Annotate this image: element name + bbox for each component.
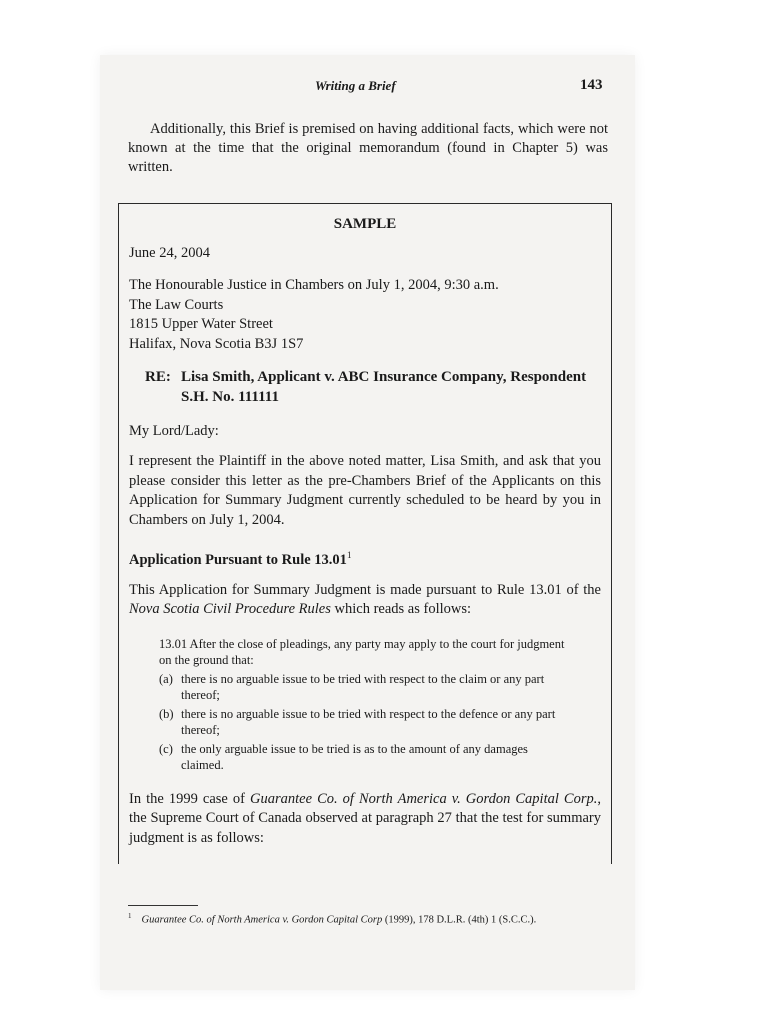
body-paragraph: I represent the Plaintiff in the above noted matter, Lisa Smith, and ask that you please consider this letter as the pre-Chambers Brief of the Applicants on this Application for Summary Judgment currently scheduled to be heard by you in Chambers on July 1, 2004. bbox=[129, 453, 601, 528]
rule-quote bbox=[159, 636, 571, 774]
address-line: The Law Courts bbox=[129, 296, 224, 313]
address-block bbox=[129, 276, 601, 354]
intro-paragraph: Additionally, this Brief is premised on having additional facts, which were not known at the time that the original memorandum (found in Chapter 5) was written. bbox=[128, 121, 608, 175]
salutation: My Lord/Lady: bbox=[129, 423, 219, 439]
letter-date: June 24, 2004 bbox=[129, 245, 210, 261]
re-file-number: S.H. No. 111111 bbox=[181, 389, 279, 405]
sample-title: SAMPLE bbox=[333, 216, 397, 232]
address-line: 1815 Upper Water Street bbox=[129, 316, 273, 332]
sample-letter-box bbox=[118, 203, 612, 864]
re-line bbox=[129, 367, 601, 407]
footnote-mark: 1 bbox=[346, 550, 352, 560]
rule-item: (b) there is no arguable issue to be tried with respect to the defence or any part thereof; bbox=[159, 706, 556, 738]
page-number: 143 bbox=[580, 77, 603, 93]
address-line: The Honourable Justice in Chambers on July 1, 2004, 9:30 a.m. bbox=[129, 277, 499, 293]
rule-text: 13.01 After the close of pleadings, any party may apply to the court for judgment on the ground that: bbox=[159, 636, 565, 668]
running-head: Writing a Brief bbox=[315, 78, 396, 93]
closing-paragraph: In the 1999 case of Guarantee Co. of North America v. Gordon Capital Corp., the Supreme Court of Canada observed at paragraph 27 that the test for summary judgment is as follows: bbox=[129, 790, 601, 846]
address-line: Halifax, Nova Scotia B3J 1S7 bbox=[129, 335, 304, 352]
footnote: $^1$ Guarantee Co. of North America v. Gordon Capital Corp (1999), 178 D.L.R. (4th) 1 (S.C.C.). bbox=[128, 912, 537, 926]
section-heading: Application Pursuant to Rule 13.01$^1$ bbox=[129, 550, 352, 568]
re-parties: Lisa Smith, Applicant v. ABC Insurance Company, Respondent bbox=[181, 369, 587, 385]
rule-intro-paragraph: This Application for Summary Judgment is made pursuant to Rule 13.01 of the Nova Scotia Civil Procedure Rules which reads as follows: bbox=[129, 581, 601, 618]
rule-item: (c) the only arguable issue to be tried is as to the amount of any damages claimed. bbox=[159, 741, 528, 773]
rule-item: (a) there is no arguable issue to be tried with respect to the claim or any part thereof; bbox=[159, 671, 545, 703]
footnote-divider bbox=[128, 905, 198, 906]
re-label: RE: bbox=[145, 369, 171, 385]
